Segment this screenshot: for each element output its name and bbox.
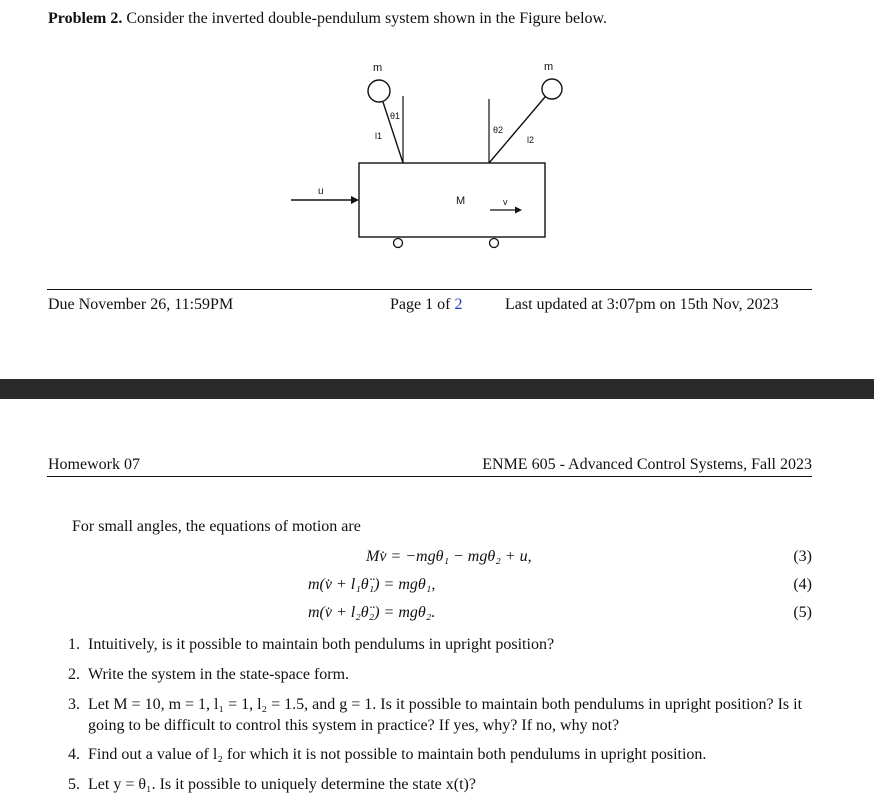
cart-body bbox=[359, 163, 545, 237]
question-number: 5. bbox=[68, 776, 80, 793]
velocity-label: v bbox=[503, 197, 508, 207]
question-number: 3. bbox=[68, 696, 80, 713]
pendulum-mass-left bbox=[368, 80, 390, 102]
equations-intro: For small angles, the equations of motion are bbox=[72, 518, 361, 535]
input-label: u bbox=[318, 186, 324, 197]
theta1-label: θ1 bbox=[390, 111, 401, 121]
question-2 bbox=[68, 664, 814, 685]
header-homework: Homework 07 bbox=[48, 456, 140, 473]
question-text: Intuitively, is it possible to maintain both pendulums in upright position? bbox=[88, 636, 555, 653]
wheel-left bbox=[394, 239, 403, 248]
question-5 bbox=[68, 774, 814, 795]
last-updated: Last updated at 3:07pm on 15th Nov, 2023 bbox=[505, 296, 779, 313]
l1-label: l1 bbox=[375, 131, 383, 141]
question-text: Let y = θ₁. Is it possible to uniquely determine the state x(t)? bbox=[88, 776, 476, 793]
page-total-link[interactable]: 2 bbox=[454, 296, 463, 313]
footer-rule bbox=[47, 289, 812, 290]
equation-3: Mv̇ = −mgθ₁ − mgθ₂ + u, bbox=[366, 548, 532, 565]
pendulum-mass-right bbox=[542, 79, 562, 99]
page-break bbox=[0, 379, 874, 399]
question-number: 2. bbox=[68, 666, 80, 683]
page-number bbox=[390, 296, 462, 314]
cart-mass-label: M bbox=[456, 195, 466, 207]
due-date: Due November 26, 11:59PM bbox=[48, 296, 234, 313]
double-pendulum-figure bbox=[280, 55, 580, 255]
page-prefix: Page 1 of bbox=[390, 296, 451, 313]
equation-5: m(v̇ + l₂θ̈₂) = mgθ₂. bbox=[308, 604, 436, 621]
question-number: 4. bbox=[68, 746, 80, 763]
equation-number-5: (5) bbox=[793, 604, 812, 621]
header-course: ENME 605 - Advanced Control Systems, Fall 2023 bbox=[482, 456, 812, 473]
problem-label: Problem 2. bbox=[48, 10, 123, 27]
question-text: Let M = 10, m = 1, l₁ = 1, l₂ = 1.5, and g = 1. Is it possible to maintain both pendulums in upright position? Is it going to be difficult to control this system in practice? If yes, why? If no, why not? bbox=[88, 696, 803, 734]
l2-label: l2 bbox=[527, 135, 535, 145]
mass-label-right: m bbox=[544, 61, 554, 73]
question-1 bbox=[68, 634, 814, 655]
question-number: 1. bbox=[68, 636, 80, 653]
input-arrow-head bbox=[351, 196, 359, 204]
question-3 bbox=[68, 694, 814, 736]
problem-text: Consider the inverted double-pendulum system shown in the Figure below. bbox=[126, 10, 608, 27]
equation-number-4: (4) bbox=[793, 576, 812, 593]
equation-number-3: (3) bbox=[793, 548, 812, 565]
header-rule bbox=[47, 476, 812, 477]
question-text: Write the system in the state-space form. bbox=[88, 666, 350, 683]
equation-4: m(v̇ + l₁θ̈₁) = mgθ₁, bbox=[308, 576, 436, 593]
mass-label-left: m bbox=[373, 62, 383, 74]
problem-statement bbox=[48, 10, 607, 28]
question-text: Find out a value of l₂ for which it is not possible to maintain both pendulums in upright position. bbox=[88, 746, 707, 763]
wheel-right bbox=[490, 239, 499, 248]
theta2-label: θ2 bbox=[493, 125, 504, 135]
question-4 bbox=[68, 744, 814, 765]
